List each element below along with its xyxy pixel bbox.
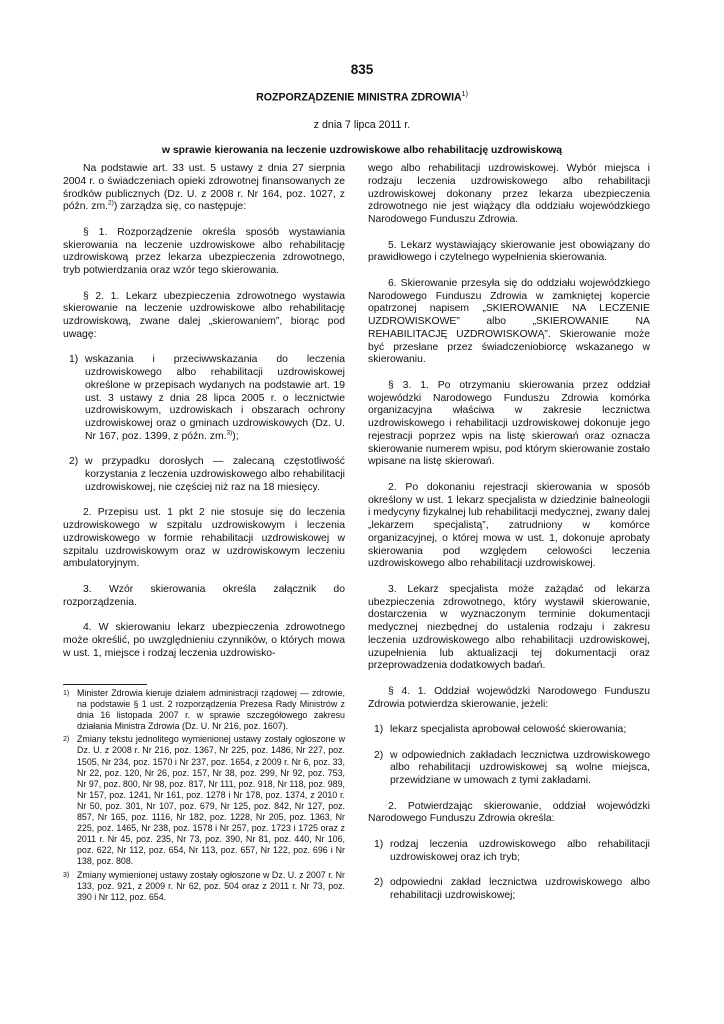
footnote-divider: [63, 684, 147, 685]
title-text: ROZPORZĄDZENIE MINISTRA ZDROWIA: [256, 91, 462, 104]
footnote-text: Zmiany tekstu jednolitego wymienionej ustawy zostały ogłoszone w Dz. U. z 2008 r. Nr 216, poz. 1367, Nr 225, poz. 1486, Nr 227, poz. 1505, Nr 234, poz. 1570 i Nr 237, poz. 1654, z 2009 r. Nr 6, poz. 33, Nr 22, poz. 120, Nr 26, poz. 157, Nr 38, poz. 299, Nr 92, poz. 753, Nr 97, poz. 800, Nr 98, poz. 817, Nr 111, poz. 918, Nr 118, poz. 989, Nr 157, poz. 1241, Nr 161, poz. 1278 i Nr 178, poz. 1374, z 2010 r. Nr 50, poz. 301, Nr 107, poz. 679, Nr 125, poz. 842, Nr 127, poz. 857, Nr 165, poz. 1116, Nr 182, poz. 1228, Nr 205, poz. 1363, Nr 225, poz. 1465, Nr 238, poz. 1578 i Nr 257, poz. 1723 i 1725 oraz z 2011 r. Nr 45, poz. 235, Nr 73, poz. 390, Nr 81, poz. 440, Nr 106, poz. 622, Nr 112, poz. 654, Nr 113, poz. 657, Nr 122, poz. 696 i Nr 138, poz. 808.: [77, 734, 345, 867]
item-number: 1): [69, 354, 79, 366]
item-text: w odpowiednich zakładach lecznictwa uzdrowiskowego albo rehabilitacji uzdrowiskowej są wolne miejsca, przewidziane w umowach z tymi zakładami.: [390, 749, 650, 786]
item-text: w przypadku dorosłych — zalecaną częstotliwość korzystania z leczenia uzdrowiskowego albo rehabilitacji uzdrowiskowej, nie częściej niż raz na 18 miesięcy.: [85, 456, 345, 493]
item-number: 1): [374, 724, 384, 735]
section-4-1-item-1: [374, 724, 650, 737]
footnote-mark: 1): [63, 690, 70, 697]
item-number: 2): [69, 456, 79, 468]
document-subject: w sprawie kierowania na leczenie uzdrowiskowe albo rehabilitację uzdrowiskową: [161, 145, 563, 156]
section-4-2-item-2: [374, 877, 650, 903]
item-number: 2): [374, 877, 384, 888]
section-2-6: 6. Skierowanie przesyła się do oddziału wojewódzkiego Narodowego Funduszu Zdrowia w zamkniętej kopercie opatrzonej napisem „SKIEROWANIE NA LECZENIE UZDROWISKOWE” albo „SKIEROWANIE NA REHABILITACJĘ UZDROWISKOWĄ”. Skierowanie może być przesłane przez świadczeniobiorcę wskazanego w skierowaniu.: [368, 277, 650, 366]
section-2-2: 2. Przepisu ust. 1 pkt 2 nie stosuje się do leczenia uzdrowiskowego w szpitalu uzdrowiskowym i leczenia uzdrowiskowego w formie rehabilitacji uzdrowiskowej w szpitalu uzdrowiskowym oraz w uzdrowiskowym leczeniu ambulatoryjnym.: [63, 507, 345, 570]
section-2-1-item-1: [69, 354, 345, 443]
item-number: 2): [374, 749, 384, 761]
item1-text-b: );: [232, 430, 239, 442]
right-column: [368, 163, 650, 915]
document-date: z dnia 7 lipca 2011 r.: [313, 119, 411, 131]
page-number: 835: [350, 62, 374, 77]
item-number: 1): [374, 838, 384, 850]
footnote-1: [63, 688, 345, 732]
section-2-1: § 2. 1. Lekarz ubezpieczenia zdrowotnego wystawia skierowanie na leczenie uzdrowiskowe albo rehabilitację uzdrowiskową, zwane dalej „skierowaniem”, biorąc pod uwagę:: [63, 290, 345, 340]
left-column: [63, 163, 345, 673]
item1-text-a: wskazania i przeciwwskazania do leczenia uzdrowiskowego albo rehabilitacji uzdrowiskowej określone w przepisach wydanych na podstawie art. 19 ust. 3 ustawy z dnia 28 lipca 2005 r. o lecznictwie uzdrowiskowym, uzdrowiskach i obszarach ochrony uzdrowiskowej oraz o gminach uzdrowiskowych (Dz. U. Nr 167, poz. 1399, z późn. zm.: [85, 354, 345, 442]
item-text: [85, 354, 345, 443]
item-text: rodzaj leczenia uzdrowiskowego albo rehabilitacji uzdrowiskowej oraz ich tryb;: [390, 838, 650, 863]
item-text: lekarz specjalista aprobował celowość skierowania;: [390, 724, 627, 735]
section-2-1-item-2: [69, 456, 345, 494]
footnotes: [63, 688, 345, 905]
footnote-2: [63, 734, 345, 867]
section-2-4: 4. W skierowaniu lekarz ubezpieczenia zdrowotnego może określić, po uwzględnieniu czynników, o których mowa w ust. 1, miejsce i rodzaj leczenia uzdrowisko-: [63, 622, 345, 659]
section-1: § 1. Rozporządzenie określa sposób wystawiania skierowania na leczenie uzdrowiskowe albo rehabilitację uzdrowiskową przez lekarza ubezpieczenia zdrowotnego, tryb potwierdzania oraz wzór tego skierowania.: [63, 226, 345, 276]
section-2-4-continuation: wego albo rehabilitacji uzdrowiskowej. Wybór miejsca i rodzaju leczenia uzdrowiskowego albo rehabilitacji uzdrowiskowej dokonany przez lekarza ubezpieczenia zdrowotnego nie jest wiążący dla oddziału wojewódzkiego Narodowego Funduszu Zdrowia.: [368, 163, 650, 225]
section-2-3: 3. Wzór skierowania określa załącznik do rozporządzenia.: [63, 583, 345, 608]
footnote-text: Zmiany wymienionej ustawy zostały ogłoszone w Dz. U. z 2007 r. Nr 133, poz. 921, z 2009 r. Nr 62, poz. 504 oraz z 2011 r. Nr 73, poz. 390 i Nr 112, poz. 654.: [77, 869, 345, 902]
section-4-2: 2. Potwierdzając skierowanie, oddział wojewódzki Narodowego Funduszu Zdrowia określa:: [368, 800, 650, 825]
footnote-mark: 2): [63, 736, 70, 744]
section-3-1: § 3. 1. Po otrzymaniu skierowania przez oddział wojewódzki Narodowego Funduszu Zdrowia komórka organizacyjna właściwa w zakresie lecznictwa uzdrowiskowego i rehabilitacji uzdrowiskowej dokonuje jego rejestracji poprzez wpis na listę skierowań oraz oznacza skierowanie numerem wpisu, pod którym skierowanie zostało wpisane na listę skierowań.: [368, 379, 650, 468]
item-text: odpowiedni zakład lecznictwa uzdrowiskowego albo rehabilitacji uzdrowiskowej;: [390, 877, 650, 901]
footnote-3: [63, 870, 345, 903]
intro-paragraph: [63, 163, 345, 214]
item1-footnote-ref: 3): [226, 429, 233, 437]
title-footnote-ref: 1): [461, 91, 468, 98]
document-title: [0, 91, 724, 104]
section-3-3: 3. Lekarz specjalista może zażądać od lekarza ubezpieczenia zdrowotnego, który wystawił skierowanie, dostarczenia w wyznaczonym terminie dokumentacji medycznej niezbędnej do ustalenia rodzaju i zakresu leczenia uzdrowiskowego albo rehabilitacji uzdrowiskowej, uzupełnienia lub aktualizacji tej dokumentacji oraz przeprowadzenia dodatkowych badań.: [368, 583, 650, 672]
section-4-2-item-1: [374, 839, 650, 865]
section-3-2: 2. Po dokonaniu rejestracji skierowania w sposób określony w ust. 1 lekarz specjalista w dziedzinie balneologii i medycyny fizykalnej lub rehabilitacji medycznej, zwany dalej „lekarzem specjalistą”, zatrudniony w komórce organizacyjnej, o której mowa w ust. 1, dokonuje aprobaty skierowania pod względem celowości leczenia uzdrowiskowego albo rehabilitacji uzdrowiskowej.: [368, 481, 650, 570]
footnote-mark: 3): [63, 871, 70, 879]
intro-text-a: Na podstawie art. 33 ust. 5 ustawy z dnia 27 sierpnia 2004 r. o świadczeniach opieki zdrowotnej finansowanych ze środków publicznych (Dz. U. z 2008 r. Nr 164, poz. 1027, z późn. zm.: [63, 163, 345, 213]
intro-footnote-ref: 2): [108, 199, 114, 207]
intro-text-b: ) zarządza się, co następuje:: [113, 201, 247, 213]
footnote-text: Minister Zdrowia kieruje działem administracji rządowej — zdrowie, na podstawie § 1 ust. 2 rozporządzenia Prezesa Rady Ministrów z dnia 16 listopada 2007 r. w sprawie szczegółowego zakresu działania Ministra Zdrowia (Dz. U. Nr 216, poz. 1607).: [77, 688, 345, 732]
section-4-1-item-2: [374, 750, 650, 788]
section-4-1: § 4. 1. Oddział wojewódzki Narodowego Funduszu Zdrowia potwierdza skierowanie, jeżeli:: [368, 685, 650, 710]
section-2-5: 5. Lekarz wystawiający skierowanie jest obowiązany do prawidłowego i czytelnego wypełnienia skierowania.: [368, 239, 650, 264]
